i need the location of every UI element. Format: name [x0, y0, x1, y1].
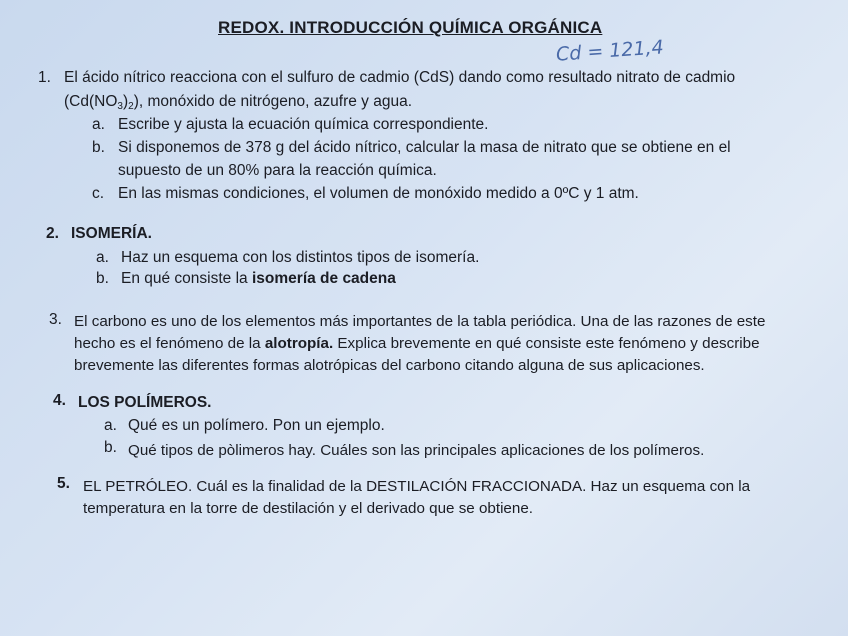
- q1c-text: En las mismas condiciones, el volumen de monóxido medido a 0ºC y 1 atm.: [118, 185, 639, 202]
- q1-formula-start: (Cd(NO: [64, 93, 118, 110]
- q2-heading: ISOMERÍA.: [71, 225, 152, 242]
- q3-line3: brevemente las diferentes formas alotrópicas del carbono citando alguna de sus aplicaciones.: [74, 357, 705, 374]
- q1b-line2: supuesto de un 80% para la reacción química.: [118, 162, 437, 179]
- q1-number: 1.: [38, 69, 51, 86]
- handwritten-note: Cd = 121,4: [555, 36, 665, 66]
- q3-number: 3.: [49, 311, 62, 328]
- q3-line2: [74, 332, 760, 355]
- page-title: REDOX. INTRODUCCIÓN QUÍMICA ORGÁNICA: [218, 18, 603, 37]
- q3-line2-bold: alotropía.: [264, 335, 334, 352]
- q4a-text: Qué es un polímero. Pon un ejemplo.: [128, 417, 385, 434]
- q1-line1: El ácido nítrico reacciona con el sulfuro de cadmio (CdS) dando como resultado nitrato de cadmio: [64, 69, 736, 86]
- q4b-label: b.: [104, 439, 117, 456]
- q4-heading: LOS POLÍMEROS.: [78, 394, 212, 411]
- q4-number: 4.: [53, 392, 66, 409]
- q2b-text-prefix: En qué consiste la: [121, 270, 252, 287]
- q2a-label: a.: [96, 249, 109, 266]
- q1-line2-rest: ), monóxido de nitrógeno, azufre y agua.: [133, 93, 412, 110]
- q2b-text: [121, 267, 396, 290]
- q3-line2-prefix: hecho es el fenómeno de la: [74, 335, 265, 352]
- q5-line1: EL PETRÓLEO. Cuál es la finalidad de la DESTILACIÓN FRACCIONADA. Haz un esquema con la: [83, 478, 751, 495]
- q2b-label: b.: [96, 270, 109, 287]
- q1c-label: c.: [92, 185, 105, 202]
- q2b-text-bold: isomería de cadena: [251, 270, 396, 287]
- q4a-label: a.: [104, 417, 117, 434]
- q2-number: 2.: [46, 225, 59, 242]
- q3-line1: El carbono es uno de los elementos más importantes de la tabla periódica. Una de las razones de este: [74, 313, 766, 330]
- q1-formula-mid: ): [122, 93, 129, 110]
- q1b-label: b.: [92, 139, 105, 156]
- q5-line2: temperatura en la torre de destilación y el derivado que se obtiene.: [83, 500, 533, 517]
- q1b-line1: Si disponemos de 378 g del ácido nítrico, calcular la masa de nitrato que se obtiene en el: [118, 139, 731, 156]
- q3-line2-suffix: Explica brevemente en qué consiste este fenómeno y describe: [333, 335, 760, 352]
- q1a-label: a.: [92, 116, 105, 133]
- q1a-text: Escribe y ajusta la ecuación química correspondiente.: [118, 116, 489, 133]
- q1-formula-subscript-2: 2: [128, 101, 134, 112]
- q2a-text: Haz un esquema con los distintos tipos de isomería.: [121, 249, 480, 266]
- q1-formula-subscript-1: 3: [117, 101, 123, 112]
- q5-number: 5.: [57, 475, 70, 492]
- q4b-text: Qué tipos de pòlimeros hay. Cuáles son las principales aplicaciones de los polímeros.: [128, 442, 705, 459]
